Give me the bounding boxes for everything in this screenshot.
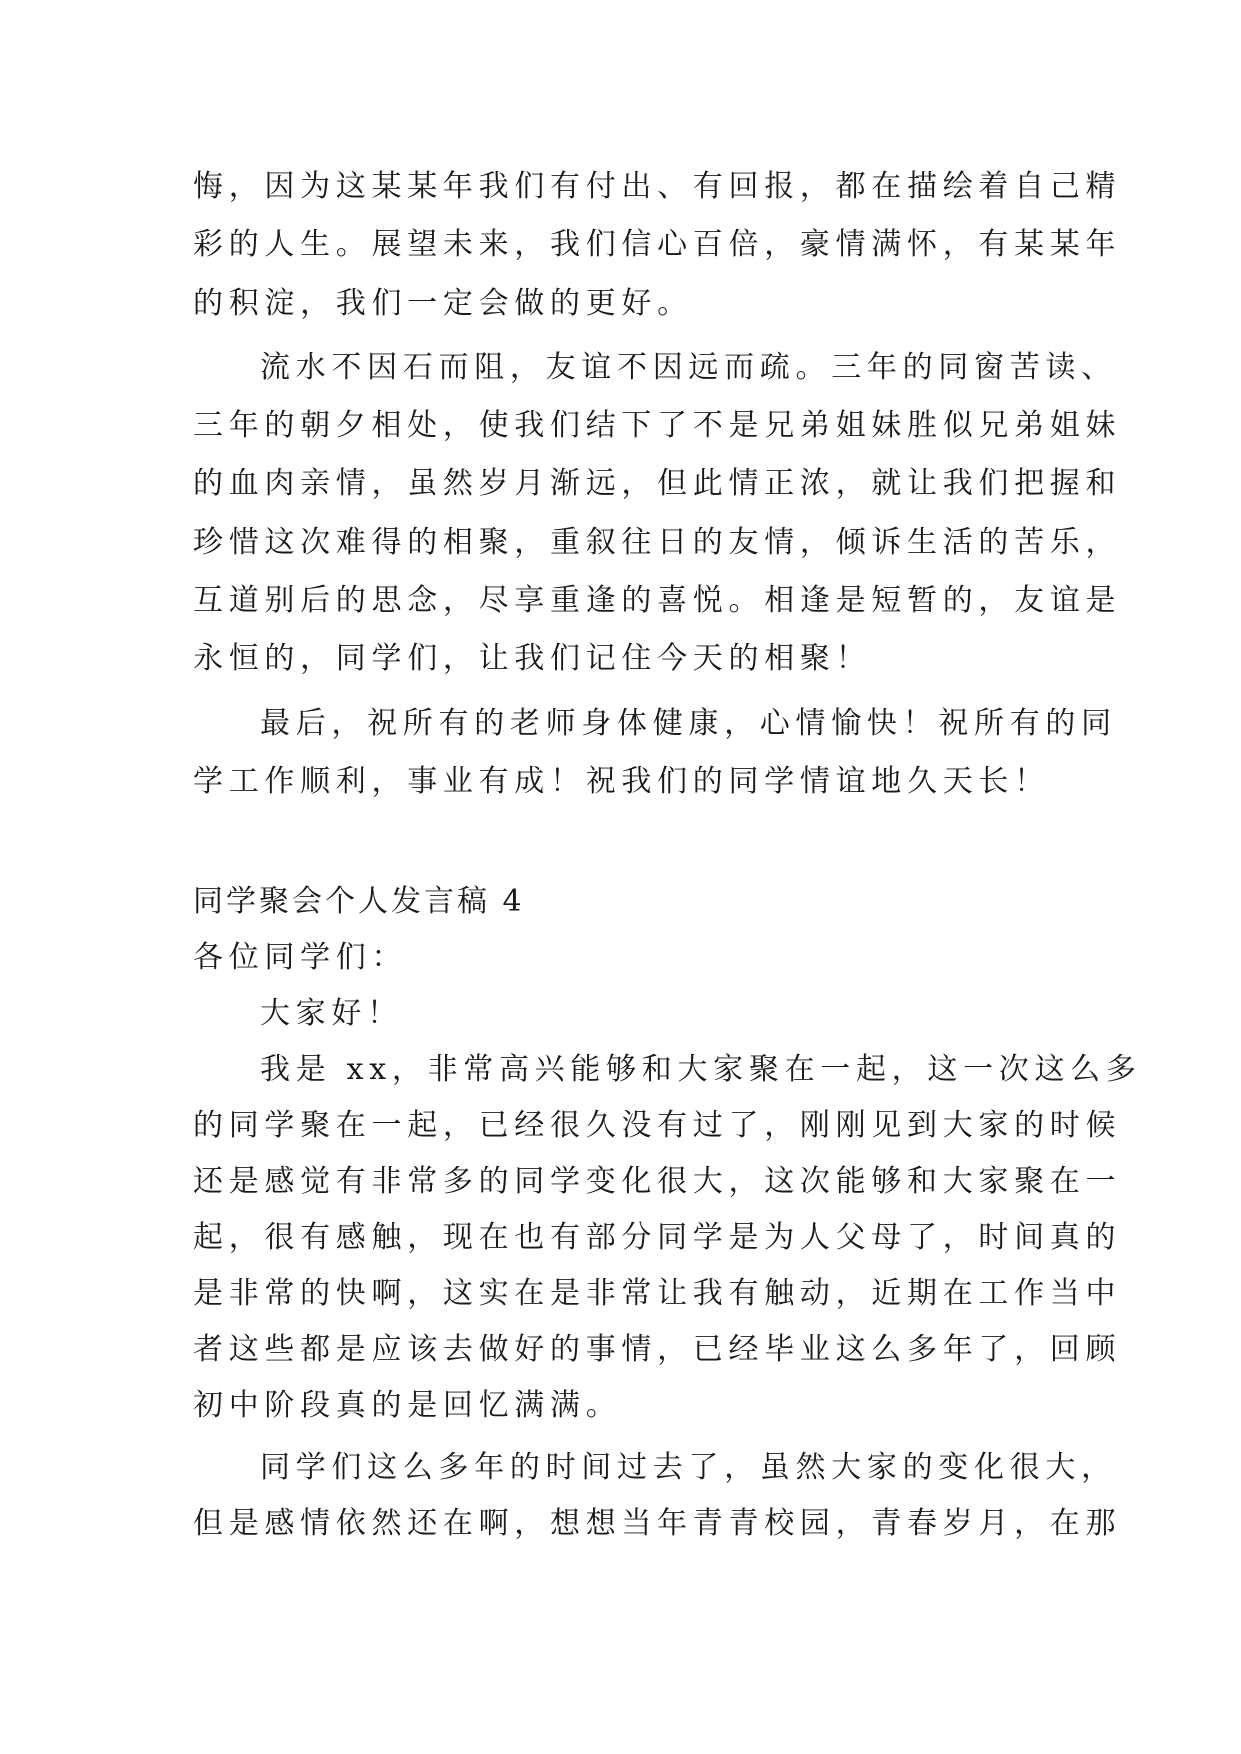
text-line: 互道别后的思念，尽享重逢的喜悦。相逢是短暂的，友谊是 (193, 583, 1122, 619)
text-line: 的血肉亲情，虽然岁月渐远，但此情正浓，就让我们把握和 (193, 466, 1122, 502)
text-line: 的积淀，我们一定会做的更好。 (193, 285, 693, 321)
text-line: 彩的人生。展望未来，我们信心百倍，豪情满怀，有某某年 (193, 227, 1122, 263)
text-line: 我是 xx，非常高兴能够和大家聚在一起，这一次这么多 (260, 1052, 1142, 1087)
text-line: 的同学聚在一起，已经很久没有过了，刚刚见到大家的时候 (193, 1108, 1122, 1143)
text-line: 者这些都是应该去做好的事情，已经毕业这么多年了，回顾 (193, 1332, 1122, 1367)
text-line: 初中阶段真的是回忆满满。 (193, 1388, 622, 1423)
text-line: 最后，祝所有的老师身体健康，心情愉快！祝所有的同 (260, 705, 1117, 741)
section-title: 同学聚会个人发言稿 4 (193, 884, 525, 919)
document-body-top (193, 158, 1122, 811)
text-line: 是非常的快啊，这实在是非常让我有触动，近期在工作当中 (193, 1276, 1122, 1311)
greeting: 大家好！ (260, 996, 403, 1031)
text-line: 起，很有感触，现在也有部分同学是为人父母了，时间真的 (193, 1220, 1122, 1255)
paragraph-friendship (193, 339, 1122, 689)
text-line: 学工作顺利，事业有成！祝我们的同学情谊地久天长！ (193, 763, 1050, 799)
paragraph-wishes (193, 695, 1117, 812)
text-line: 同学们这么多年的时间过去了，虽然大家的变化很大， (260, 1450, 1117, 1485)
text-line: 还是感觉有非常多的同学变化很大，这次能够和大家聚在一 (193, 1164, 1122, 1199)
paragraph-continuation (193, 158, 1122, 333)
text-line: 三年的朝夕相处，使我们结下了不是兄弟姐妹胜似兄弟姐妹 (193, 408, 1122, 444)
paragraph-memories (193, 1440, 1122, 1552)
text-line: 永恒的，同学们，让我们记住今天的相聚！ (193, 641, 872, 677)
text-line: 但是感情依然还在啊，想想当年青青校园，青春岁月，在那 (193, 1506, 1122, 1541)
paragraph-intro (193, 1042, 1142, 1434)
text-line: 悔，因为这某某年我们有付出、有回报，都在描绘着自己精 (193, 169, 1122, 204)
text-line: 珍惜这次难得的相聚，重叙往日的友情，倾诉生活的苦乐， (193, 524, 1122, 560)
salutation: 各位同学们： (193, 940, 408, 975)
text-line: 流水不因石而阻，友谊不因远而疏。三年的同窗苦读、 (260, 349, 1117, 385)
document-body-section-4 (193, 874, 1142, 1552)
